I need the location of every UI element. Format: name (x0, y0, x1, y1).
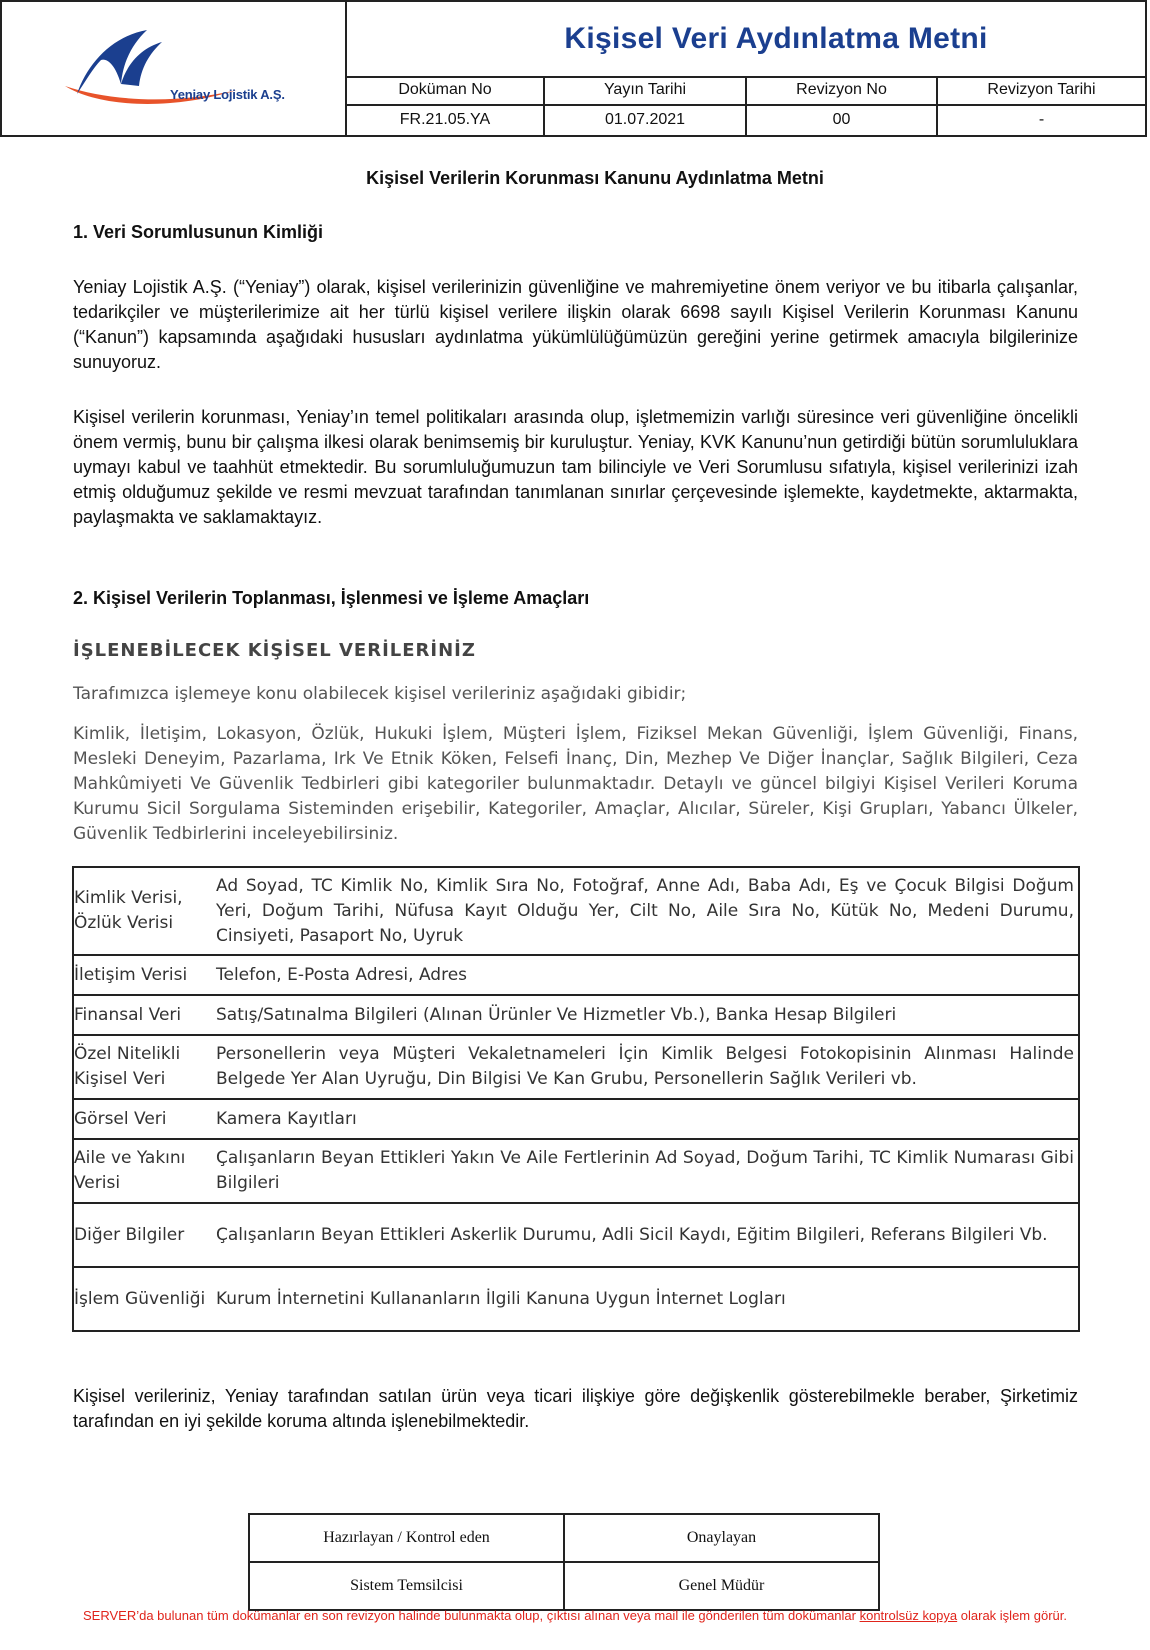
document-title: Kişisel Veri Aydınlatma Metni (564, 22, 988, 55)
footer-uncontrolled-copy: kontrolsüz kopya (859, 1608, 958, 1623)
personal-data-caps-heading: İŞLENEBİLECEK KİŞİSEL VERİLERİNİZ (73, 640, 476, 661)
category-value: Çalışanların Beyan Ettikleri Yakın Ve Aile Fertlerinin Ad Soyad, Doğum Tarihi, TC Kimlik Numarası Gibi Bilgileri (214, 1139, 1079, 1203)
prepared-by-value: Sistem Temsilcisi (249, 1562, 564, 1610)
category-label: Özel Nitelikli Kişisel Veri (73, 1035, 214, 1099)
category-row (73, 1203, 1079, 1267)
paragraph-2: Kişisel verilerin korunması, Yeniay’ın temel politikaları arasında olup, işletmemizin varlığı süresince veri güvenliğine öncelikli önem vermiş, bunu bir çalışma ilkesi olarak benimsemiş bir kuruluştur. Yeniay, KVK Kanunu’nun getirdiği bütün sorumluluklara uymayı kabul ve taahhüt etmektedir. Bu sorumluluğumuzun tam bilinciyle ve Veri Sorumlusu sıfatıyla, kişisel verilerinizi izah etmiş olduğumuz şekilde ve resmi mevzuat tarafından tanımlanan sınırlar çerçevesinde işlemekte, kaydetmekte, aktarmakta, paylaşmakta ve saklamaktayız. (73, 407, 1078, 527)
category-value: Personellerin veya Müşteri Vekaletnameleri İçin Kimlik Belgesi Fotokopisinin Alınması Halinde Belgede Yer Alan Uyruğu, Din Bilgisi Ve Kan Grubu, Personellerin Sağlık Verileri vb. (214, 1035, 1079, 1099)
category-row (73, 867, 1079, 955)
footer-text-end: olarak işlem görür. (957, 1608, 1067, 1623)
category-row (73, 1099, 1079, 1139)
category-label: İletişim Verisi (73, 955, 214, 995)
approved-by-header: Onaylayan (564, 1514, 879, 1562)
section-2-title: 2. Kişisel Verilerin Toplanması, İşlenmesi ve İşleme Amaçları (73, 588, 590, 608)
category-row (73, 1267, 1079, 1331)
category-value: Satış/Satınalma Bilgileri (Alınan Ürünler Ve Hizmetler Vb.), Banka Hesap Bilgileri (214, 995, 1079, 1035)
section-1-title: 1. Veri Sorumlusunun Kimliği (73, 222, 324, 242)
category-value: Ad Soyad, TC Kimlik No, Kimlik Sıra No, Fotoğraf, Anne Adı, Baba Adı, Eş ve Çocuk Bilgisi Doğum Yeri, Doğum Tarihi, Nüfusa Kayıt Olduğu Yer, Cilt No, Aile Sıra No, Kütük No, Medeni Durumu, Cinsiyeti, Pasaport No, Uyruk (214, 867, 1079, 955)
logo-text: Yeniay Lojistik A.Ş. (170, 87, 285, 102)
category-label: Kimlik Verisi, Özlük Verisi (73, 867, 214, 955)
signature-table (248, 1513, 880, 1611)
data-category-table (72, 866, 1080, 1332)
meta-header-doc-no: Doküman No (347, 76, 545, 106)
meta-header-revision-date: Revizyon Tarihi (938, 76, 1145, 106)
document-header (0, 0, 1147, 137)
logo-cell (2, 2, 347, 135)
category-value: Kamera Kayıtları (214, 1099, 1079, 1139)
category-value: Kurum İnternetini Kullananların İlgili Kanuna Uygun İnternet Logları (214, 1267, 1079, 1331)
title-cell (347, 2, 1145, 78)
document-meta-grid (347, 76, 1145, 135)
category-label: Görsel Veri (73, 1099, 214, 1139)
prepared-by-header: Hazırlayan / Kontrol eden (249, 1514, 564, 1562)
approved-by-value: Genel Müdür (564, 1562, 879, 1610)
category-row (73, 995, 1079, 1035)
footer-text-start: SERVER’da bulunan tüm dokümanlar en son revizyon halinde bulunmakta olup, çıktısı alınan veya mail ile gönderilen tüm dokümanlar (83, 1608, 860, 1623)
meta-header-revision-no: Revizyon No (747, 76, 938, 106)
footer-notice (60, 1607, 1090, 1624)
meta-header-publish-date: Yayın Tarihi (545, 76, 747, 106)
intro-text: Tarafımızca işlemeye konu olabilecek kişisel verileriniz aşağıdaki gibidir; (73, 684, 687, 704)
category-value: Çalışanların Beyan Ettikleri Askerlik Durumu, Adli Sicil Kaydı, Eğitim Bilgileri, Referans Bilgileri Vb. (214, 1203, 1079, 1267)
main-title: Kişisel Verilerin Korunması Kanunu Aydınlatma Metni (366, 168, 824, 188)
category-row (73, 1139, 1079, 1203)
category-row (73, 955, 1079, 995)
category-row (73, 1035, 1079, 1099)
category-label: Aile ve Yakını Verisi (73, 1139, 214, 1203)
paragraph-1: Yeniay Lojistik A.Ş. (“Yeniay”) olarak, kişisel verilerinizin güvenliğine ve mahremiyetine önem veriyor ve bu itibarla çalışanlar, tedarikçiler ve müşterilerimize ait her türlü kişisel verilere ilişkin olarak 6698 sayılı Kişisel Verilerin Korunması Kanunu (“Kanun”) kapsamında aşağıdaki hususları aydınlatma yükümlülüğümüzün gereğini yerine getirmek amacıyla bilgilerinize sunuyoruz. (73, 277, 1078, 372)
category-label: Diğer Bilgiler (73, 1203, 214, 1267)
category-value: Telefon, E-Posta Adresi, Adres (214, 955, 1079, 995)
meta-value-revision-no: 00 (747, 106, 938, 136)
meta-value-revision-date: - (1038, 111, 1045, 129)
meta-value-publish-date: 01.07.2021 (545, 106, 747, 136)
category-label: İşlem Güvenliği (73, 1267, 214, 1331)
paragraph-4: Kişisel verileriniz, Yeniay tarafından satılan ürün veya ticari ilişkiye göre değişkenlik gösterebilmekle beraber, Şirketimiz tarafından en iyi şekilde koruma altında işlenebilmektedir. (73, 1386, 1078, 1431)
meta-value-doc-no: FR.21.05.YA (347, 106, 545, 136)
category-label: Finansal Veri (73, 995, 214, 1035)
paragraph-3: Kimlik, İletişim, Lokasyon, Özlük, Hukuki İşlem, Müşteri İşlem, Fiziksel Mekan Güvenliği, İşlem Güvenliği, Finans, Mesleki Deneyim, Pazarlama, Irk Ve Etnik Köken, Felsefi İnanç, Din, Mezhep Ve Diğer İnançlar, Sağlık Bilgileri, Ceza Mahkûmiyeti Ve Güvenlik Tedbirleri gibi kategoriler bulunmaktadır. Detaylı ve güncel bilgiyi Kişisel Verileri Koruma Kurumu Sicil Sorgulama Sisteminden erişebilir, Kategoriler, Amaçlar, Alıcılar, Süreler, Kişi Grupları, Yabancı Ülkeler, Güvenlik Tedbirlerini inceleyebilirsiniz. (73, 724, 1078, 844)
